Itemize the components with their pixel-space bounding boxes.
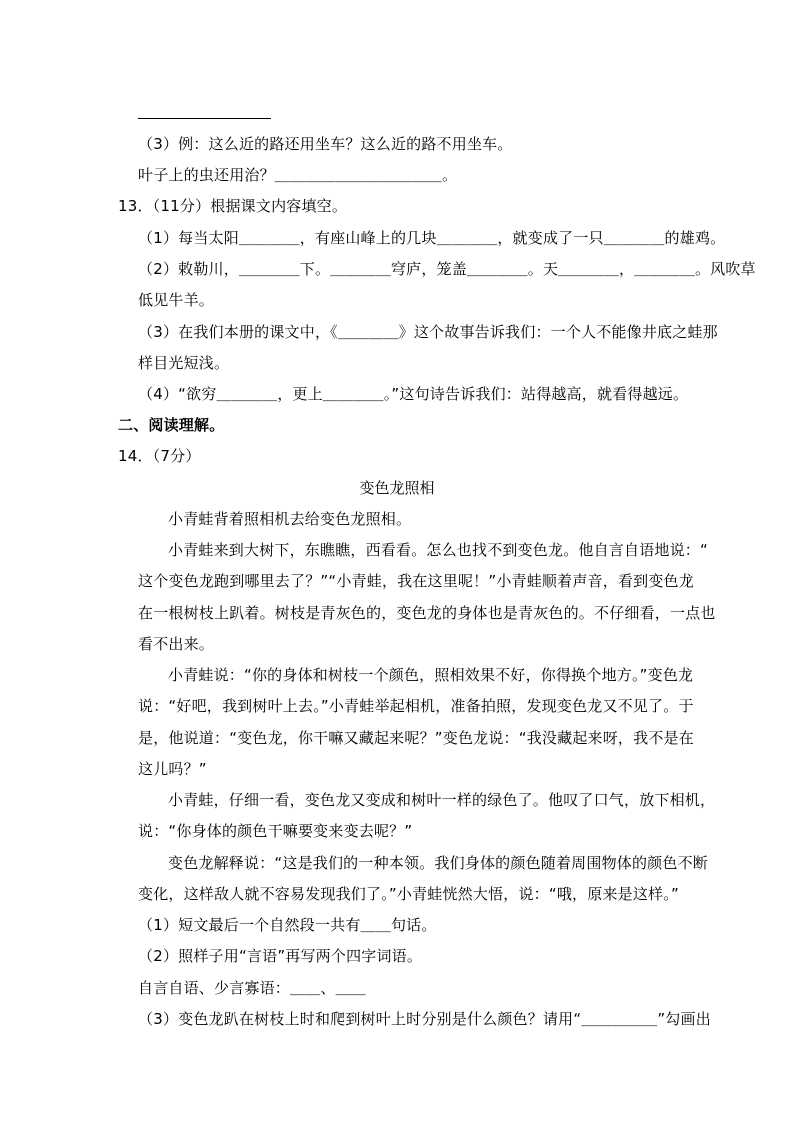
passage-paragraph-2-line-3: 在一根树枝上趴着。树枝是青灰色的，变色龙的身体也是青灰色的。不仔细看，一点也 <box>138 604 716 622</box>
passage-paragraph-3-line-2: 说：“好吧，我到树叶上去。”小青蛙举起相机，准备拍照，发现变色龙又不见了。于 <box>138 697 694 715</box>
q13-item-3-cont: 样目光短浅。 <box>138 354 230 372</box>
passage-paragraph-2-line-1: 小青蛙来到大树下，东瞧瞧，西看看。怎么也找不到变色龙。他自言自语地说：“ <box>168 541 708 559</box>
passage-paragraph-4-line-1: 小青蛙，仔细一看，变色龙又变成和树叶一样的绿色了。他叹了口气，放下相机， <box>168 791 716 809</box>
q13-item-2: （2）敕勒川，＿＿＿＿下。＿＿＿＿穹庐，笼盖＿＿＿＿。天＿＿＿＿，＿＿＿＿。风吹草 <box>138 260 756 278</box>
answer-blank-line <box>138 118 271 119</box>
passage-paragraph-2-line-2: 这个变色龙跑到哪里去了？”“小青蛙，我在这里呢！”小青蛙顺着声音，看到变色龙 <box>138 572 694 590</box>
q13-item-3: （3）在我们本册的课文中，《＿＿＿＿》这个故事告诉我们：一个人不能像井底之蛙那 <box>138 323 718 341</box>
passage-paragraph-3-line-4: 这儿吗？” <box>138 760 207 778</box>
q14-item-1: （1）短文最后一个自然段一共有＿＿句话。 <box>138 916 437 934</box>
q13-item-2-cont: 低见牛羊。 <box>138 291 215 309</box>
passage-paragraph-2-line-4: 看不出来。 <box>138 635 215 653</box>
q12-3-question: 叶子上的虫还用治？＿＿＿＿＿＿＿＿＿＿＿。 <box>138 166 458 184</box>
q13-item-4: （4）“欲穷＿＿＿＿，更上＿＿＿＿。”这句诗告诉我们：站得越高，就看得越远。 <box>138 385 689 403</box>
passage-paragraph-5-line-1: 变色龙解释说：“这是我们的一种本领。我们身体的颜色随着周围物体的颜色不断 <box>168 854 708 872</box>
section-heading-reading: 二、阅读理解。 <box>118 416 225 434</box>
q14-item-2-answer: 自言自语、少言寡语：＿＿、＿＿ <box>138 979 367 997</box>
q12-3-example: （3）例：这么近的路还用坐车？这么近的路不用坐车。 <box>138 135 513 153</box>
q14-item-3: （3）变色龙趴在树枝上时和爬到树叶上时分别是什么颜色？请用“＿＿＿＿＿”勾画出 <box>138 1010 711 1028</box>
q14-heading: 14．（7分） <box>118 447 201 465</box>
q13-heading: 13．（11分）根据课文内容填空。 <box>118 197 348 215</box>
passage-paragraph-3-line-1: 小青蛙说：“你的身体和树枝一个颜色，照相效果不好，你得换个地方。”变色龙 <box>168 666 694 684</box>
passage-paragraph-1: 小青蛙背着照相机去给变色龙照相。 <box>168 510 412 528</box>
q14-item-2: （2）照样子用“言语”再写两个四字词语。 <box>138 947 423 965</box>
passage-paragraph-5-line-2: 变化，这样敌人就不容易发现我们了。”小青蛙恍然大悟，说：“哦，原来是这样。” <box>138 885 679 903</box>
passage-paragraph-3-line-3: 是，他说道：“变色龙，你干嘛又藏起来呢？”变色龙说：“我没藏起来呀，我不是在 <box>138 729 694 747</box>
q13-item-1: （1）每当太阳＿＿＿＿，有座山峰上的几块＿＿＿＿，就变成了一只＿＿＿＿的雄鸡。 <box>138 229 726 247</box>
passage-title: 变色龙照相 <box>359 479 435 497</box>
passage-paragraph-4-line-2: 说：“你身体的颜色干嘛要变来变去呢？” <box>138 822 413 840</box>
